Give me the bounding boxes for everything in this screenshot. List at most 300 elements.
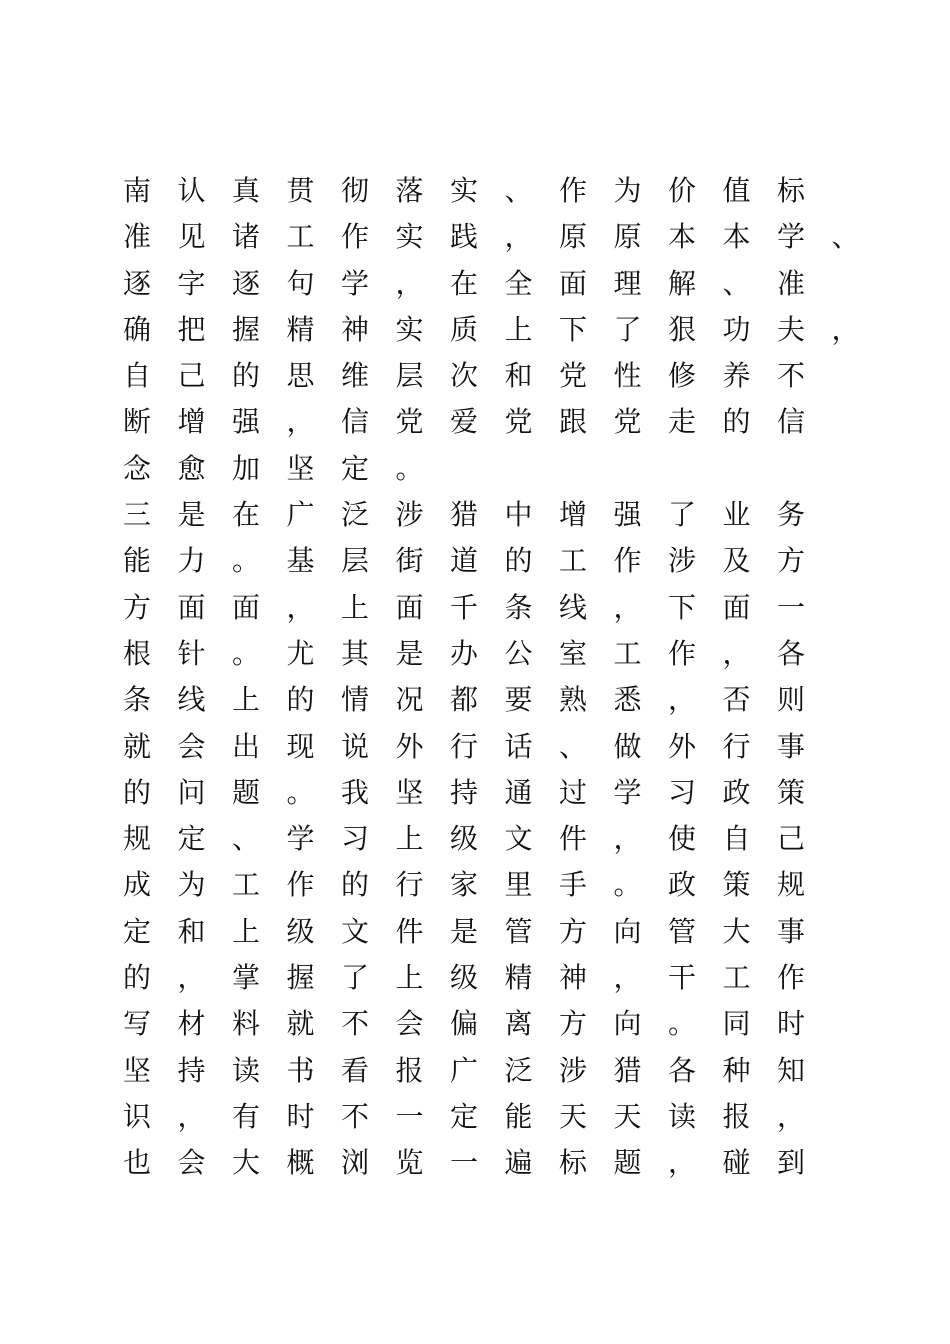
glyph: 、 xyxy=(559,729,588,763)
glyph: 工 xyxy=(286,220,315,254)
glyph: 否 xyxy=(722,683,751,717)
glyph: 的 xyxy=(123,961,152,995)
glyph: 、 xyxy=(722,266,751,300)
glyph: 管 xyxy=(504,914,533,948)
glyph: 泛 xyxy=(504,1053,533,1087)
glyph: 握 xyxy=(286,961,315,995)
glyph: 不 xyxy=(777,359,806,393)
glyph: 览 xyxy=(395,1146,424,1180)
glyph: 向 xyxy=(613,1007,642,1041)
glyph: 问 xyxy=(177,775,206,809)
glyph: ， xyxy=(286,405,315,439)
glyph: 握 xyxy=(232,312,261,346)
glyph: 走 xyxy=(668,405,697,439)
glyph: 各 xyxy=(777,636,806,670)
glyph: 党 xyxy=(559,359,588,393)
glyph: 广 xyxy=(450,1053,479,1087)
text-line xyxy=(123,677,923,723)
glyph: 会 xyxy=(395,1007,424,1041)
text-line xyxy=(123,168,923,214)
glyph: 猎 xyxy=(450,498,479,532)
glyph: 就 xyxy=(286,1007,315,1041)
glyph: 级 xyxy=(450,822,479,856)
glyph: ， xyxy=(395,266,424,300)
glyph: 作 xyxy=(668,636,697,670)
glyph: 里 xyxy=(504,868,533,902)
glyph: 愈 xyxy=(177,451,206,485)
glyph: 作 xyxy=(777,961,806,995)
glyph: 行 xyxy=(722,729,751,763)
glyph: 和 xyxy=(504,359,533,393)
glyph: 标 xyxy=(559,1146,588,1180)
glyph: 力 xyxy=(177,544,206,578)
glyph: ， xyxy=(777,1099,806,1133)
glyph: 是 xyxy=(177,498,206,532)
glyph: 基 xyxy=(286,544,315,578)
glyph: 了 xyxy=(668,498,697,532)
text-line xyxy=(123,538,923,584)
glyph: 向 xyxy=(613,914,642,948)
text-line xyxy=(123,955,923,1001)
glyph: 是 xyxy=(450,914,479,948)
glyph: 党 xyxy=(613,405,642,439)
glyph: 大 xyxy=(232,1146,261,1180)
glyph: 准 xyxy=(777,266,806,300)
glyph: 条 xyxy=(123,683,152,717)
glyph: 句 xyxy=(286,266,315,300)
glyph: 作 xyxy=(559,174,588,207)
glyph: 强 xyxy=(232,405,261,439)
text-line xyxy=(123,261,923,307)
glyph: 工 xyxy=(613,636,642,670)
glyph: 通 xyxy=(504,775,533,809)
glyph: 落 xyxy=(395,174,424,207)
glyph: 规 xyxy=(777,868,806,902)
glyph: 说 xyxy=(341,729,370,763)
text-line xyxy=(123,909,923,955)
glyph: 一 xyxy=(395,1099,424,1133)
glyph: 掌 xyxy=(232,961,261,995)
glyph: 下 xyxy=(668,590,697,624)
glyph: 线 xyxy=(177,683,206,717)
glyph: 为 xyxy=(613,174,642,207)
glyph: 上 xyxy=(341,590,370,624)
glyph: 是 xyxy=(395,636,424,670)
glyph: 的 xyxy=(504,544,533,578)
glyph: 信 xyxy=(777,405,806,439)
glyph: 规 xyxy=(123,822,152,856)
glyph: 报 xyxy=(395,1053,424,1087)
glyph: 不 xyxy=(341,1099,370,1133)
glyph: ， xyxy=(831,312,860,346)
glyph: 层 xyxy=(341,544,370,578)
glyph: 了 xyxy=(613,312,642,346)
glyph: 认 xyxy=(177,174,206,207)
glyph: 现 xyxy=(286,729,315,763)
glyph: 政 xyxy=(722,775,751,809)
glyph: 坚 xyxy=(286,451,315,485)
glyph: 时 xyxy=(777,1007,806,1041)
glyph: 实 xyxy=(395,312,424,346)
glyph: 理 xyxy=(613,266,642,300)
text-line xyxy=(123,631,923,677)
glyph: 各 xyxy=(668,1053,697,1087)
glyph: 践 xyxy=(450,220,479,254)
glyph: 时 xyxy=(286,1099,315,1133)
glyph: 己 xyxy=(777,822,806,856)
glyph: ， xyxy=(177,961,206,995)
glyph: 件 xyxy=(395,914,424,948)
glyph: 准 xyxy=(123,220,152,254)
glyph: 层 xyxy=(395,359,424,393)
glyph: 策 xyxy=(722,868,751,902)
glyph: 确 xyxy=(123,312,152,346)
glyph: 己 xyxy=(177,359,206,393)
glyph: 线 xyxy=(559,590,588,624)
glyph: 不 xyxy=(341,1007,370,1041)
glyph: ， xyxy=(286,590,315,624)
glyph: 的 xyxy=(123,775,152,809)
glyph: 神 xyxy=(559,961,588,995)
glyph: ， xyxy=(613,822,642,856)
glyph: 的 xyxy=(286,683,315,717)
glyph: 成 xyxy=(123,868,152,902)
glyph: 报 xyxy=(722,1099,751,1133)
glyph: 实 xyxy=(395,220,424,254)
glyph: 了 xyxy=(341,961,370,995)
glyph: ， xyxy=(504,220,533,254)
glyph: 都 xyxy=(450,683,479,717)
glyph: 级 xyxy=(286,914,315,948)
glyph: 党 xyxy=(395,405,424,439)
glyph: 狠 xyxy=(668,312,697,346)
glyph: 习 xyxy=(341,822,370,856)
text-line xyxy=(123,399,923,445)
glyph: 天 xyxy=(559,1099,588,1133)
glyph: 持 xyxy=(177,1053,206,1087)
glyph: 标 xyxy=(777,174,806,207)
glyph: 跟 xyxy=(559,405,588,439)
glyph: 件 xyxy=(559,822,588,856)
glyph: 知 xyxy=(777,1053,806,1087)
glyph: 一 xyxy=(450,1146,479,1180)
glyph: 的 xyxy=(232,359,261,393)
glyph: 条 xyxy=(504,590,533,624)
glyph: 广 xyxy=(286,498,315,532)
text-line xyxy=(123,862,923,908)
glyph: 要 xyxy=(504,683,533,717)
glyph: 浏 xyxy=(341,1146,370,1180)
glyph: 增 xyxy=(559,498,588,532)
glyph: 次 xyxy=(450,359,479,393)
glyph: 工 xyxy=(559,544,588,578)
glyph: 熟 xyxy=(559,683,588,717)
glyph: ， xyxy=(668,1146,697,1180)
glyph: 值 xyxy=(722,174,751,207)
glyph: 逐 xyxy=(232,266,261,300)
glyph: 学 xyxy=(286,822,315,856)
glyph: 根 xyxy=(123,636,152,670)
glyph: 室 xyxy=(559,636,588,670)
glyph: 养 xyxy=(722,359,751,393)
glyph: 中 xyxy=(504,498,533,532)
text-line xyxy=(123,492,923,538)
text-line xyxy=(123,724,923,770)
glyph: 上 xyxy=(232,683,261,717)
glyph: 使 xyxy=(668,822,697,856)
text-line xyxy=(123,353,923,399)
glyph: 。 xyxy=(395,451,424,485)
glyph: 工 xyxy=(232,868,261,902)
glyph: 面 xyxy=(559,266,588,300)
glyph: 方 xyxy=(559,914,588,948)
glyph: 事 xyxy=(777,914,806,948)
glyph: 千 xyxy=(450,590,479,624)
glyph: 学 xyxy=(613,775,642,809)
glyph: 修 xyxy=(668,359,697,393)
glyph: 猎 xyxy=(613,1053,642,1087)
glyph: 思 xyxy=(286,359,315,393)
glyph: 我 xyxy=(341,775,370,809)
glyph: 。 xyxy=(232,636,261,670)
glyph: 街 xyxy=(395,544,424,578)
glyph: 碰 xyxy=(722,1146,751,1180)
glyph: 真 xyxy=(232,174,261,207)
glyph: 读 xyxy=(232,1053,261,1087)
glyph: 上 xyxy=(232,914,261,948)
glyph: 本 xyxy=(722,220,751,254)
text-line xyxy=(123,446,923,492)
glyph: 面 xyxy=(232,590,261,624)
glyph: 上 xyxy=(504,312,533,346)
glyph: 坚 xyxy=(395,775,424,809)
glyph: 解 xyxy=(668,266,697,300)
glyph: 价 xyxy=(668,174,697,207)
glyph: 把 xyxy=(177,312,206,346)
glyph: 作 xyxy=(286,868,315,902)
glyph: 级 xyxy=(450,961,479,995)
glyph: 话 xyxy=(504,729,533,763)
glyph: 办 xyxy=(450,636,479,670)
glyph: 逐 xyxy=(123,266,152,300)
glyph: 也 xyxy=(123,1146,152,1180)
glyph: 质 xyxy=(450,312,479,346)
glyph: ， xyxy=(177,1099,206,1133)
glyph: 一 xyxy=(777,590,806,624)
glyph: 书 xyxy=(286,1053,315,1087)
glyph: 涉 xyxy=(668,544,697,578)
glyph: 。 xyxy=(232,544,261,578)
glyph: 行 xyxy=(450,729,479,763)
glyph: 、 xyxy=(504,174,533,207)
glyph: 南 xyxy=(123,174,152,207)
glyph: 同 xyxy=(722,1007,751,1041)
glyph: 到 xyxy=(777,1146,806,1180)
glyph: 断 xyxy=(123,405,152,439)
glyph: 题 xyxy=(232,775,261,809)
glyph: 写 xyxy=(123,1007,152,1041)
glyph: 针 xyxy=(177,636,206,670)
glyph: 况 xyxy=(395,683,424,717)
glyph: 题 xyxy=(613,1146,642,1180)
glyph: 爱 xyxy=(450,405,479,439)
glyph: 、 xyxy=(831,220,860,254)
glyph: 、 xyxy=(232,822,261,856)
glyph: 面 xyxy=(177,590,206,624)
glyph: 管 xyxy=(668,914,697,948)
glyph: 概 xyxy=(286,1146,315,1180)
glyph: 涉 xyxy=(559,1053,588,1087)
glyph: 增 xyxy=(177,405,206,439)
glyph: 涉 xyxy=(395,498,424,532)
glyph: 离 xyxy=(504,1007,533,1041)
glyph: 看 xyxy=(341,1053,370,1087)
glyph: 道 xyxy=(450,544,479,578)
glyph: 信 xyxy=(341,405,370,439)
glyph: 实 xyxy=(450,174,479,207)
glyph: 作 xyxy=(341,220,370,254)
glyph: 彻 xyxy=(341,174,370,207)
glyph: 外 xyxy=(395,729,424,763)
glyph: 性 xyxy=(613,359,642,393)
glyph: 公 xyxy=(504,636,533,670)
glyph: 工 xyxy=(722,961,751,995)
glyph: 及 xyxy=(722,544,751,578)
glyph: 见 xyxy=(177,220,206,254)
glyph: 大 xyxy=(722,914,751,948)
glyph: 就 xyxy=(123,729,152,763)
glyph: 全 xyxy=(504,266,533,300)
glyph: 遍 xyxy=(504,1146,533,1180)
glyph: ， xyxy=(613,590,642,624)
glyph: 自 xyxy=(722,822,751,856)
glyph: 其 xyxy=(341,636,370,670)
glyph: 本 xyxy=(668,220,697,254)
glyph: 上 xyxy=(395,961,424,995)
glyph: 外 xyxy=(668,729,697,763)
glyph: 面 xyxy=(395,590,424,624)
glyph: ， xyxy=(668,683,697,717)
glyph: 文 xyxy=(341,914,370,948)
glyph: 悉 xyxy=(613,683,642,717)
glyph: 。 xyxy=(668,1007,697,1041)
glyph: 方 xyxy=(123,590,152,624)
glyph: 方 xyxy=(559,1007,588,1041)
glyph: 材 xyxy=(177,1007,206,1041)
glyph: 为 xyxy=(177,868,206,902)
glyph: 业 xyxy=(722,498,751,532)
glyph: ， xyxy=(613,961,642,995)
glyph: 识 xyxy=(123,1099,152,1133)
glyph: 面 xyxy=(722,590,751,624)
glyph: 有 xyxy=(232,1099,261,1133)
glyph: 习 xyxy=(668,775,697,809)
glyph: 在 xyxy=(450,266,479,300)
glyph: 能 xyxy=(123,544,152,578)
glyph: 坚 xyxy=(123,1053,152,1087)
glyph: 原 xyxy=(613,220,642,254)
glyph: 字 xyxy=(177,266,206,300)
glyph: 强 xyxy=(613,498,642,532)
glyph: 诸 xyxy=(232,220,261,254)
glyph: 学 xyxy=(777,220,806,254)
glyph: 党 xyxy=(504,405,533,439)
text-line xyxy=(123,1140,923,1186)
glyph: 情 xyxy=(341,683,370,717)
glyph: 文 xyxy=(504,822,533,856)
glyph: 原 xyxy=(559,220,588,254)
glyph: 务 xyxy=(777,498,806,532)
glyph: 精 xyxy=(504,961,533,995)
text-line xyxy=(123,770,923,816)
glyph: 学 xyxy=(341,266,370,300)
glyph: 尤 xyxy=(286,636,315,670)
glyph: 功 xyxy=(722,312,751,346)
glyph: 的 xyxy=(341,868,370,902)
glyph: 上 xyxy=(395,822,424,856)
text-line xyxy=(123,816,923,862)
glyph: 偏 xyxy=(450,1007,479,1041)
glyph: 贯 xyxy=(286,174,315,207)
glyph: 干 xyxy=(668,961,697,995)
glyph: 会 xyxy=(177,729,206,763)
glyph: 和 xyxy=(177,914,206,948)
glyph: 行 xyxy=(395,868,424,902)
glyph: 种 xyxy=(722,1053,751,1087)
glyph: 过 xyxy=(559,775,588,809)
glyph: 在 xyxy=(232,498,261,532)
glyph: 泛 xyxy=(341,498,370,532)
glyph: 做 xyxy=(613,729,642,763)
glyph: 精 xyxy=(286,312,315,346)
glyph: 三 xyxy=(123,498,152,532)
glyph: 天 xyxy=(613,1099,642,1133)
text-line xyxy=(123,1094,923,1140)
glyph: 会 xyxy=(177,1146,206,1180)
text-line xyxy=(123,307,923,353)
glyph: 下 xyxy=(559,312,588,346)
text-line xyxy=(123,585,923,631)
text-line xyxy=(123,1001,923,1047)
glyph: 。 xyxy=(286,775,315,809)
glyph: 则 xyxy=(777,683,806,717)
glyph: 神 xyxy=(341,312,370,346)
glyph: 事 xyxy=(777,729,806,763)
glyph: 策 xyxy=(777,775,806,809)
glyph: 。 xyxy=(613,868,642,902)
glyph: 料 xyxy=(232,1007,261,1041)
glyph: 维 xyxy=(341,359,370,393)
glyph: 出 xyxy=(232,729,261,763)
glyph: 的 xyxy=(722,405,751,439)
body-text xyxy=(123,168,923,1187)
glyph: 定 xyxy=(450,1099,479,1133)
glyph: 读 xyxy=(668,1099,697,1133)
glyph: 定 xyxy=(177,822,206,856)
glyph: 念 xyxy=(123,451,152,485)
glyph: 定 xyxy=(123,914,152,948)
glyph: 持 xyxy=(450,775,479,809)
glyph: 作 xyxy=(613,544,642,578)
glyph: 家 xyxy=(450,868,479,902)
glyph: 定 xyxy=(341,451,370,485)
glyph: 手 xyxy=(559,868,588,902)
glyph: 自 xyxy=(123,359,152,393)
text-line xyxy=(123,1048,923,1094)
glyph: 加 xyxy=(232,451,261,485)
glyph: 能 xyxy=(504,1099,533,1133)
glyph: ， xyxy=(722,636,751,670)
